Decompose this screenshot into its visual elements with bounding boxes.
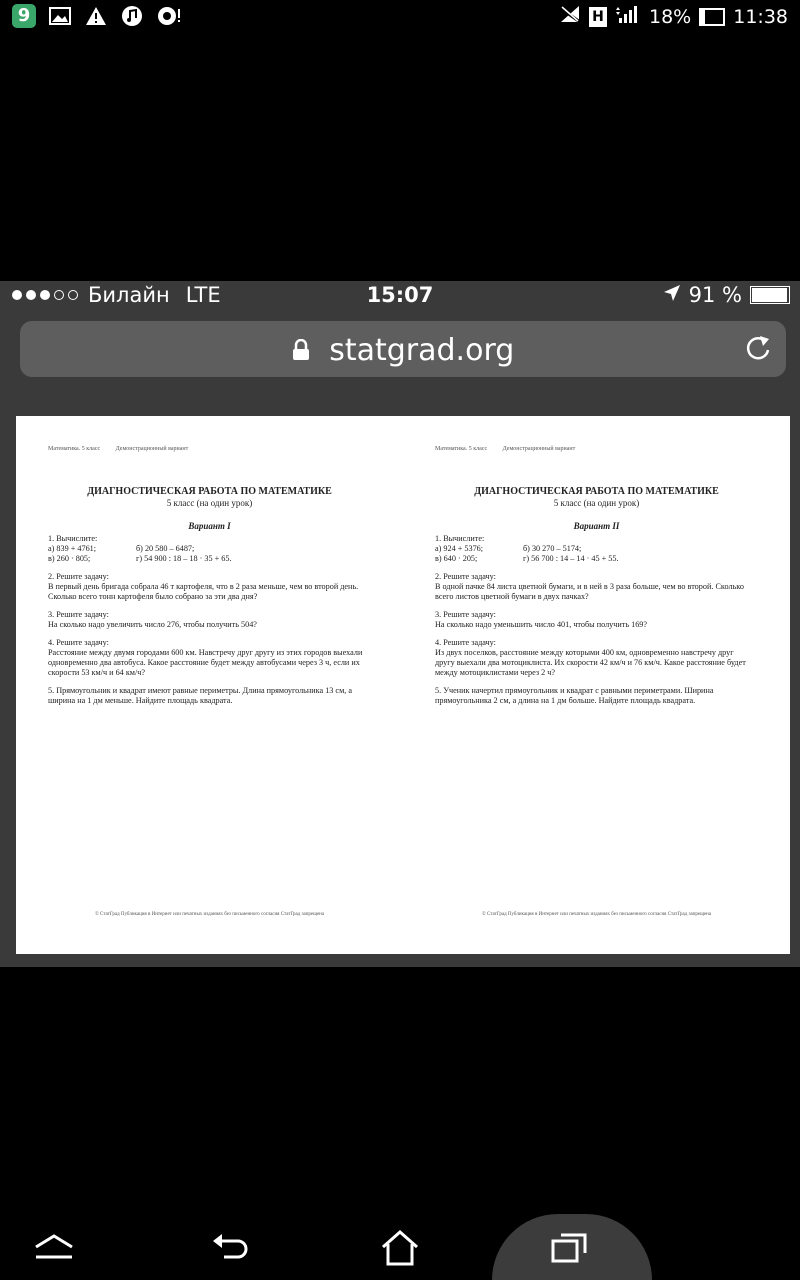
task-text: В первый день бригада собрала 46 т картофеля, что в 2 раза меньше, чем во второй день. Сколько всего тонн картофеля было собрано за эти два дня? (48, 582, 359, 601)
document-title: ДИАГНОСТИЧЕСКАЯ РАБОТА ПО МАТЕМАТИКЕ (87, 486, 332, 497)
task-3 (48, 610, 368, 630)
ios-battery-percent: 91 % (688, 283, 742, 307)
task-title: 3. Решите задачу: (435, 610, 496, 619)
ios-screenshot (0, 281, 800, 967)
task-title: 4. Решите задачу: (48, 638, 109, 647)
warning-icon (84, 4, 108, 28)
task-3 (435, 610, 755, 630)
network-type: LTE (185, 283, 221, 307)
task-5 (48, 686, 368, 706)
task-1 (435, 534, 755, 564)
subject-label: Математика. 5 класс (48, 446, 101, 452)
android-status-bar (0, 0, 800, 36)
signal-muted-icon (559, 4, 581, 29)
reload-icon[interactable] (744, 333, 772, 367)
document-subtitle: 5 класс (на один урок) (553, 498, 640, 508)
ios-status-bar (0, 281, 800, 311)
carrier-name: Билайн (88, 283, 170, 307)
task-4 (435, 638, 755, 678)
task-item: г) 56 700 : 14 – 14 · 45 + 55. (523, 554, 619, 563)
task-item: в) 260 · 805; (48, 554, 91, 563)
back-icon[interactable] (208, 1228, 252, 1268)
ios-clock: 15:07 (366, 283, 434, 307)
lock-icon (292, 334, 310, 369)
variant-label: Вариант II (573, 521, 620, 531)
task-4 (48, 638, 368, 678)
collapse-menu-icon[interactable] (32, 1228, 76, 1268)
task-text: Расстояние между двумя городами 600 км. Навстречу друг другу из этих городов выехали одновременно два автобуса. Какое расстояние будет между автобусами через 3 ч, если их скорости 53 км/ч и 64 км/ч? (48, 648, 363, 677)
subject-label: Математика. 5 класс (435, 446, 488, 452)
url-text[interactable]: statgrad.org (329, 333, 515, 368)
android-nav-bar (0, 1214, 800, 1280)
task-item: а) 839 + 4761; (48, 544, 97, 553)
ios-battery-icon (750, 286, 790, 304)
task-item: г) 54 900 : 18 – 18 · 35 + 65. (136, 554, 232, 563)
task-5 (435, 686, 755, 706)
app-notification-icon: 9 (12, 4, 36, 28)
document-page-variant-2 (403, 416, 790, 954)
task-text: На сколько надо увеличить число 276, чтобы получить 504? (48, 620, 257, 629)
task-text: Из двух поселков, расстояние между которыми 400 км, одновременно навстречу друг другу выехали два мотоциклиста. Их скорости 42 км/ч и 76 км/ч. Какое расстояние будет между мотоциклистами через 2 ч? (435, 648, 746, 677)
address-bar[interactable] (20, 321, 786, 377)
variant-label: Вариант I (188, 521, 231, 531)
page-footer: © СтатГрад Публикация в Интернет или печатных изданиях без письменного согласия СтатГрад запрещена (94, 912, 325, 917)
document-subtitle: 5 класс (на один урок) (166, 498, 253, 508)
page-header (435, 446, 589, 452)
task-text: На сколько надо уменьшить число 401, чтобы получить 169? (435, 620, 648, 629)
task-title: 1. Вычислите: (435, 534, 485, 543)
gallery-icon (48, 4, 72, 28)
task-text: В одной пачке 84 листа цветной бумаги, и в ней в 3 раза больше, чем во второй. Сколько всего листов цветной бумаги в двух пачках? (435, 582, 744, 601)
task-text: 5. Прямоугольник и квадрат имеют равные периметры. Длина прямоугольника 13 см, а ширина на 1 дм меньше. Найдите площадь квадрата. (48, 686, 352, 705)
task-list (435, 534, 755, 714)
task-item: в) 640 · 205; (435, 554, 478, 563)
chat-icon (156, 4, 180, 28)
task-item: б) 30 270 – 5174; (523, 544, 582, 553)
battery-icon (699, 8, 725, 26)
task-list (48, 534, 368, 714)
task-item: а) 924 + 5376; (435, 544, 484, 553)
document-title: ДИАГНОСТИЧЕСКАЯ РАБОТА ПО МАТЕМАТИКЕ (474, 486, 719, 497)
page-footer: © СтатГрад Публикация в Интернет или печатных изданиях без письменного согласия СтатГрад запрещена (481, 912, 712, 917)
task-2 (435, 572, 755, 602)
document-page-variant-1 (16, 416, 403, 954)
task-title: 2. Решите задачу: (435, 572, 496, 581)
variant-type-label: Демонстрационный вариант (502, 446, 576, 452)
variant-type-label: Демонстрационный вариант (115, 446, 189, 452)
task-title: 3. Решите задачу: (48, 610, 109, 619)
task-text: 5. Ученик начертил прямоугольник и квадрат с равными периметрами. Ширина прямоугольника 2 см, а длина на 1 дм больше. Найдите площадь квадрата. (435, 686, 714, 705)
task-title: 2. Решите задачу: (48, 572, 109, 581)
location-arrow-icon (663, 283, 681, 307)
recent-apps-icon[interactable] (548, 1228, 592, 1268)
battery-percent: 18% (649, 5, 692, 28)
task-2 (48, 572, 368, 602)
task-1 (48, 534, 368, 564)
home-icon[interactable] (378, 1228, 422, 1268)
network-type-badge: H (589, 7, 607, 27)
task-title: 1. Вычислите: (48, 534, 98, 543)
page-header (48, 446, 202, 452)
cell-signal-icon (615, 4, 641, 29)
task-title: 4. Решите задачу: (435, 638, 496, 647)
music-icon (120, 4, 144, 28)
task-item: б) 20 580 – 6487; (136, 544, 195, 553)
clock: 11:38 (733, 5, 788, 28)
